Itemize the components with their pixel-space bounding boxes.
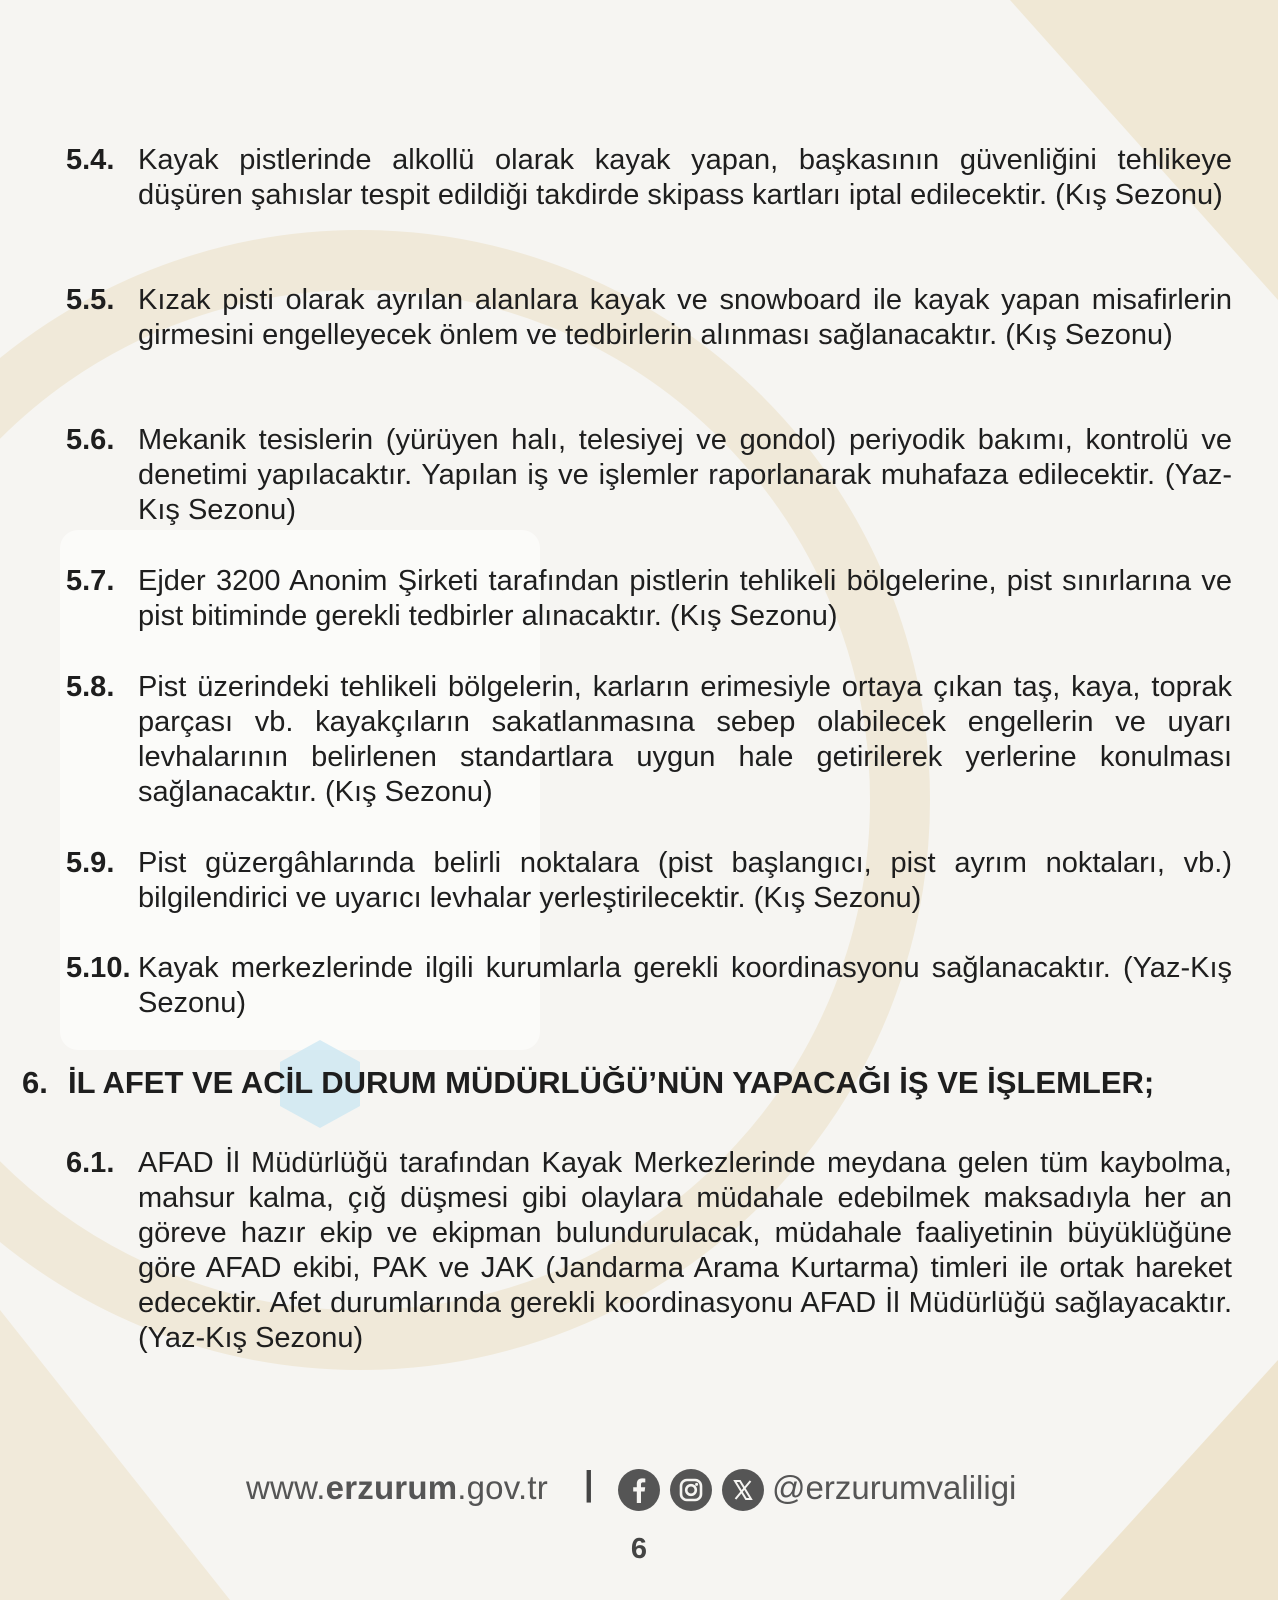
footer-separator: | [584,1465,594,1503]
footer [0,1463,1278,1523]
item-text: Ejder 3200 Anonim Şirketi tarafından pistlerin tehlikeli bölgelerine, pist sınırlarına ve pist bitiminde gerekli tedbirler alınacaktır. (Kış Sezonu) [138,565,1232,632]
list-item [66,1146,1232,1356]
item-number: 5.8. [66,671,115,703]
section-number: 6. [22,1065,48,1100]
list-item [66,564,1232,634]
item-number: 5.9. [66,847,115,879]
social-handle[interactable]: @erzurumvaliligi [772,1469,1017,1506]
site-domain: erzurum [325,1469,458,1506]
list-item [66,423,1232,528]
item-number: 5.4. [66,144,115,176]
x-icon[interactable] [722,1469,764,1511]
section-heading [22,1064,1252,1102]
list-item [66,846,1232,916]
instagram-icon[interactable] [670,1469,712,1511]
list-item [66,670,1232,810]
item-number: 5.10. [66,952,131,984]
item-text: Kayak merkezlerinde ilgili kurumlarla gerekli koordinasyonu sağlanacaktır. (Yaz-Kış Sezonu) [138,952,1232,1019]
item-text: Kızak pisti olarak ayrılan alanlara kayak ve snowboard ile kayak yapan misafirlerin girmesini engelleyecek önlem ve tedbirlerin alınması sağlanacaktır. (Kış Sezonu) [138,284,1232,351]
item-text: Mekanik tesislerin (yürüyen halı, telesiyej ve gondol) periyodik bakımı, kontrolü ve denetimi yapılacaktır. Yapılan iş ve işlemler raporlanarak muhafaza edilecektir. (Yaz-Kış Sezonu) [138,424,1232,526]
list-item [66,283,1232,353]
site-suffix: .gov.tr [457,1469,548,1506]
site-prefix: www. [246,1469,326,1506]
list-item [66,143,1232,213]
item-text: Kayak pistlerinde alkollü olarak kayak yapan, başkasının güvenliğini tehlikeye düşüren şahıslar tespit edildiği takdirde skipass kartları iptal edilecektir. (Kış Sezonu) [138,144,1232,211]
item-number: 6.1. [66,1147,115,1179]
list-item [66,951,1232,1021]
item-text: AFAD İl Müdürlüğü tarafından Kayak Merkezlerinde meydana gelen tüm kaybolma, mahsur kalma, çığ düşmesi gibi olaylara müdahale edebilmek maksadıyla her an göreve hazır ekip ve ekipman bulundurulacak, müdahale faaliyetinin büyüklüğüne göre AFAD ekibi, PAK ve JAK (Jandarma Arama Kurtarma) timleri ile ortak hareket edecektir. Afet durumlarında gerekli koordinasyonu AFAD İl Müdürlüğü sağlayacaktır. (Yaz-Kış Sezonu) [138,1147,1232,1354]
item-number: 5.5. [66,284,115,316]
item-number: 5.7. [66,565,115,597]
website-link[interactable] [246,1469,548,1507]
item-text: Pist üzerindeki tehlikeli bölgelerin, karların erimesiyle ortaya çıkan taş, kaya, toprak parçası vb. kayakçıların sakatlanmasına sebep olabilecek engellerin ve uyarı levhalarının belirlenen standartlara uygun hale getirilerek yerlerine konulması sağlanacaktır. (Kış Sezonu) [138,671,1232,808]
section-title: İL AFET VE ACİL DURUM MÜDÜRLÜĞÜ’NÜN YAPACAĞI İŞ VE İŞLEMLER; [68,1065,1155,1100]
item-number: 5.6. [66,424,115,456]
facebook-icon[interactable] [618,1469,660,1511]
item-text: Pist güzergâhlarında belirli noktalara (pist başlangıcı, pist ayrım noktaları, vb.) bilgilendirici ve uyarıcı levhalar yerleştirilecektir. (Kış Sezonu) [138,847,1232,914]
page-number: 6 [630,1533,648,1565]
